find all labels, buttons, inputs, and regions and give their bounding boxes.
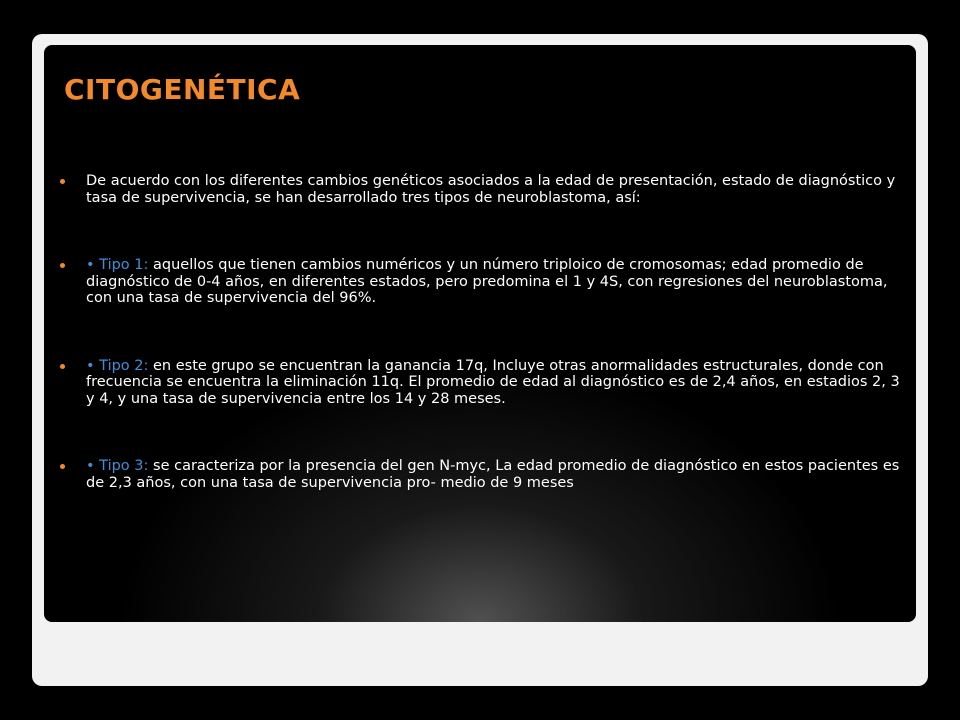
bullet-list xyxy=(60,173,900,491)
bullet-item-tipo-2 xyxy=(60,358,900,408)
bullet-item-tipo-1 xyxy=(60,257,900,307)
slide-canvas xyxy=(44,45,916,622)
bullet-dot-icon xyxy=(60,464,65,469)
bullet-dot-icon xyxy=(60,179,65,184)
bullet-text: aquellos que tienen cambios numéricos y un número triploico de cromosomas; edad promedio de diagnóstico de 0-4 años, en diferentes estados, pero predomina el 1 y 4S, con regresiones del neuroblastoma, con una tasa de supervivencia del 96%. xyxy=(86,257,888,306)
bullet-text: De acuerdo con los diferentes cambios genéticos asociados a la edad de presentación, estado de diagnóstico y tasa de supervivencia, se han desarrollado tres tipos de neuroblastoma, así: xyxy=(86,173,896,206)
bullet-label: • Tipo 1: xyxy=(86,257,149,273)
bullet-item-tipo-3 xyxy=(60,458,900,491)
slide-title: CITOGENÉTICA xyxy=(64,73,301,106)
bullet-item-intro xyxy=(60,173,900,206)
bullet-text: en este grupo se encuentran la ganancia 17q, Incluye otras anormalidades estructurales, donde con frecuencia se encuentra la eliminación 11q. El promedio de edad al diagnóstico es de 2,4 años, en estadios 2, 3 y 4, y una tasa de supervivencia entre los 14 y 28 meses. xyxy=(86,357,900,407)
bullet-dot-icon xyxy=(60,364,65,369)
bullet-dot-icon xyxy=(60,263,65,268)
bullet-label: • Tipo 3: xyxy=(86,458,149,474)
bullet-label: • Tipo 2: xyxy=(86,357,149,374)
bullet-text: se caracteriza por la presencia del gen N-myc, La edad promedio de diagnóstico en estos pacientes es de 2,3 años, con una tasa de supervivencia pro- medio de 9 meses xyxy=(86,458,900,491)
